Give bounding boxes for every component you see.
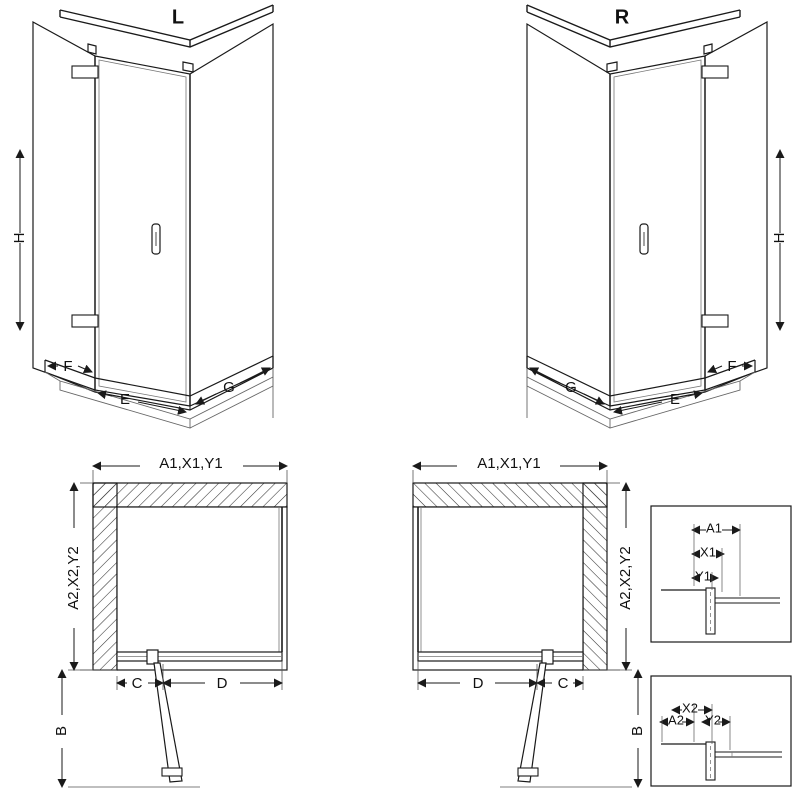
- label-D-right: D: [472, 674, 484, 692]
- label-Y2-detail: Y2: [705, 712, 721, 728]
- plan-view-right: [413, 470, 632, 787]
- label-B-right: B: [628, 725, 646, 737]
- label-A1-detail: A1: [706, 520, 722, 536]
- label-X2-detail: X2: [682, 700, 698, 716]
- label-Y1-detail: Y1: [695, 568, 711, 584]
- label-variant-R: R: [614, 6, 630, 29]
- label-B-left: B: [52, 725, 70, 737]
- label-A2-detail: A2: [668, 712, 684, 728]
- label-G-right: G: [565, 378, 577, 396]
- label-E-right: E: [669, 390, 681, 408]
- label-A2X2Y2-right: A2,X2,Y2: [616, 546, 634, 610]
- label-D-left: D: [216, 674, 228, 692]
- detail-view-bottom: [651, 676, 791, 786]
- label-H-right: H: [770, 232, 788, 244]
- label-A1X1Y1-right: A1,X1,Y1: [477, 454, 541, 472]
- label-C-right: C: [557, 674, 569, 692]
- label-A1X1Y1-left: A1,X1,Y1: [159, 454, 223, 472]
- label-C-left: C: [131, 674, 143, 692]
- label-X1-detail: X1: [700, 544, 716, 560]
- plan-view-left: [68, 470, 287, 787]
- label-E-left: E: [119, 390, 131, 408]
- label-F-left: F: [63, 357, 73, 375]
- label-A2X2Y2-left: A2,X2,Y2: [64, 546, 82, 610]
- label-variant-L: L: [171, 6, 185, 29]
- label-G-left: G: [223, 378, 235, 396]
- label-H-left: H: [10, 232, 28, 244]
- label-F-right: F: [727, 357, 737, 375]
